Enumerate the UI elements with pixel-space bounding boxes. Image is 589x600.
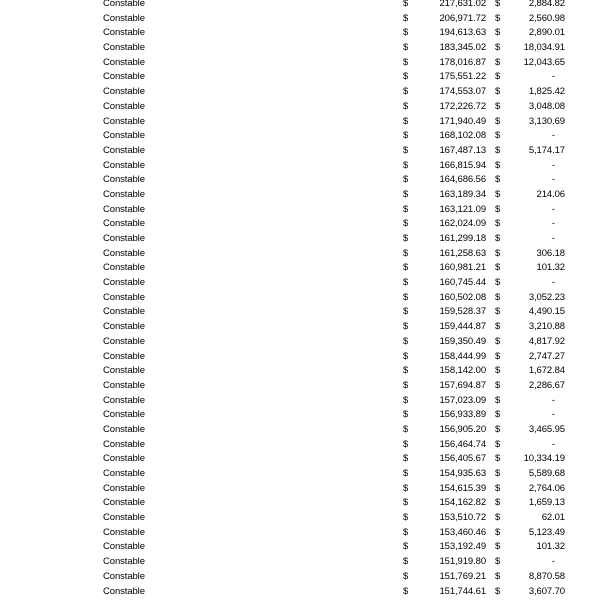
salary-amount-cell: 154,162.82 — [439, 497, 486, 509]
job-title-cell: Constable — [103, 556, 145, 568]
salary-amount-cell: 151,919.80 — [439, 556, 486, 568]
other-currency-symbol: $ — [495, 541, 501, 553]
salary-amount-cell: 163,121.09 — [439, 203, 486, 215]
salary-currency-symbol: $ — [403, 468, 409, 479]
salary-amount-cell: 156,905.20 — [439, 423, 486, 435]
other-amount-cell: - — [551, 438, 555, 450]
table-row — [0, 0, 589, 12]
other-currency-symbol: $ — [495, 56, 501, 68]
salary-amount-cell: 156,464.74 — [439, 438, 486, 450]
salary-currency-symbol: $ — [403, 512, 409, 524]
table-row — [0, 173, 589, 188]
job-title-cell: Constable — [103, 27, 145, 39]
salary-currency-symbol: $ — [403, 188, 409, 200]
table-row — [0, 482, 589, 497]
other-currency-symbol: $ — [495, 585, 501, 597]
job-title-cell: Constable — [103, 497, 145, 509]
salary-amount-cell: 157,023.09 — [439, 394, 486, 406]
salary-amount-cell: 161,299.18 — [439, 233, 486, 244]
salary-currency-symbol: $ — [403, 365, 409, 377]
table-row — [0, 115, 589, 130]
table-row — [0, 335, 589, 350]
job-title-cell: Constable — [103, 203, 145, 215]
other-amount-cell: - — [551, 130, 555, 142]
salary-amount-cell: 206,971.72 — [439, 12, 486, 24]
job-title-cell: Constable — [103, 335, 145, 347]
table-row — [0, 144, 589, 159]
other-amount-cell: 5,174.17 — [528, 144, 565, 156]
job-title-cell: Constable — [103, 350, 145, 362]
other-amount-cell: 2,286.67 — [528, 379, 565, 391]
salary-currency-symbol: $ — [403, 482, 409, 494]
table-row — [0, 364, 589, 379]
salary-currency-symbol: $ — [403, 115, 409, 127]
salary-amount-cell: 160,981.21 — [439, 262, 486, 274]
other-amount-cell: 214.06 — [536, 188, 565, 200]
salary-amount-cell: 154,935.63 — [439, 468, 486, 479]
salary-amount-cell: 166,815.94 — [439, 159, 486, 171]
salary-currency-symbol: $ — [403, 247, 409, 259]
job-title-cell: Constable — [103, 12, 145, 24]
other-amount-cell: 2,764.06 — [528, 482, 565, 494]
salary-amount-cell: 178,016.87 — [439, 56, 486, 68]
other-amount-cell: 3,607.70 — [528, 585, 565, 597]
table-row — [0, 12, 589, 27]
table-row — [0, 438, 589, 453]
job-title-cell: Constable — [103, 365, 145, 377]
other-currency-symbol: $ — [495, 277, 501, 289]
salary-amount-cell: 157,694.87 — [439, 379, 486, 391]
other-amount-cell: - — [551, 71, 555, 83]
job-title-cell: Constable — [103, 409, 145, 421]
salary-currency-symbol: $ — [403, 556, 409, 568]
salary-amount-cell: 161,258.63 — [439, 247, 486, 259]
salary-amount-cell: 158,444.99 — [439, 350, 486, 362]
table-row — [0, 217, 589, 232]
salary-amount-cell: 153,460.46 — [439, 526, 486, 538]
other-currency-symbol: $ — [495, 556, 501, 568]
salary-currency-symbol: $ — [403, 233, 409, 244]
salary-currency-symbol: $ — [403, 379, 409, 391]
other-currency-symbol: $ — [495, 262, 501, 274]
table-row — [0, 452, 589, 467]
job-title-cell: Constable — [103, 56, 145, 68]
other-currency-symbol: $ — [495, 247, 501, 259]
other-amount-cell: 12,043.65 — [523, 56, 565, 68]
job-title-cell: Constable — [103, 262, 145, 274]
other-currency-symbol: $ — [495, 570, 501, 582]
job-title-cell: Constable — [103, 394, 145, 406]
other-amount-cell: 1,672.84 — [528, 365, 565, 377]
job-title-cell: Constable — [103, 159, 145, 171]
other-currency-symbol: $ — [495, 394, 501, 406]
salary-currency-symbol: $ — [403, 570, 409, 582]
other-amount-cell: - — [551, 174, 555, 186]
other-currency-symbol: $ — [495, 468, 501, 479]
table-row — [0, 232, 589, 247]
job-title-cell: Constable — [103, 570, 145, 582]
other-amount-cell: - — [551, 218, 555, 230]
job-title-cell: Constable — [103, 277, 145, 289]
salary-currency-symbol: $ — [403, 100, 409, 112]
salary-currency-symbol: $ — [403, 262, 409, 274]
salary-amount-cell: 163,189.34 — [439, 188, 486, 200]
job-title-cell: Constable — [103, 512, 145, 524]
other-amount-cell: 10,334.19 — [523, 453, 565, 465]
job-title-cell: Constable — [103, 115, 145, 127]
other-currency-symbol: $ — [495, 365, 501, 377]
job-title-cell: Constable — [103, 0, 145, 9]
other-currency-symbol: $ — [495, 115, 501, 127]
other-currency-symbol: $ — [495, 379, 501, 391]
salary-amount-cell: 154,615.39 — [439, 482, 486, 494]
salary-amount-cell: 183,345.02 — [439, 42, 486, 54]
job-title-cell: Constable — [103, 541, 145, 553]
other-amount-cell: - — [551, 556, 555, 568]
other-currency-symbol: $ — [495, 86, 501, 98]
other-currency-symbol: $ — [495, 188, 501, 200]
salary-currency-symbol: $ — [403, 321, 409, 333]
other-currency-symbol: $ — [495, 130, 501, 142]
table-row — [0, 56, 589, 71]
salary-amount-cell: 167,487.13 — [439, 144, 486, 156]
other-currency-symbol: $ — [495, 409, 501, 421]
table-row — [0, 305, 589, 320]
salary-currency-symbol: $ — [403, 27, 409, 39]
job-title-cell: Constable — [103, 423, 145, 435]
table-row — [0, 526, 589, 541]
other-currency-symbol: $ — [495, 497, 501, 509]
other-currency-symbol: $ — [495, 12, 501, 24]
salary-currency-symbol: $ — [403, 144, 409, 156]
other-amount-cell: 3,130.69 — [528, 115, 565, 127]
table-row — [0, 350, 589, 365]
salary-amount-cell: 164,686.56 — [439, 174, 486, 186]
other-currency-symbol: $ — [495, 453, 501, 465]
other-amount-cell: - — [551, 394, 555, 406]
job-title-cell: Constable — [103, 100, 145, 112]
other-amount-cell: 101.32 — [536, 541, 565, 553]
table-row — [0, 261, 589, 276]
other-amount-cell: - — [551, 277, 555, 289]
job-title-cell: Constable — [103, 453, 145, 465]
job-title-cell: Constable — [103, 306, 145, 318]
job-title-cell: Constable — [103, 130, 145, 142]
salary-currency-symbol: $ — [403, 291, 409, 303]
salary-amount-cell: 217,631.02 — [439, 0, 486, 9]
other-amount-cell: 5,589.68 — [528, 468, 565, 479]
other-currency-symbol: $ — [495, 27, 501, 39]
table-row — [0, 585, 589, 600]
other-amount-cell: 2,884.82 — [528, 0, 565, 9]
table-row — [0, 41, 589, 56]
salary-currency-symbol: $ — [403, 159, 409, 171]
other-currency-symbol: $ — [495, 233, 501, 244]
job-title-cell: Constable — [103, 379, 145, 391]
salary-amount-cell: 162,024.09 — [439, 218, 486, 230]
other-amount-cell: 306.18 — [536, 247, 565, 259]
job-title-cell: Constable — [103, 86, 145, 98]
other-amount-cell: 5,123.49 — [528, 526, 565, 538]
salary-amount-cell: 174,553.07 — [439, 86, 486, 98]
salary-currency-symbol: $ — [403, 497, 409, 509]
salary-currency-symbol: $ — [403, 203, 409, 215]
salary-currency-symbol: $ — [403, 12, 409, 24]
salary-amount-cell: 158,142.00 — [439, 365, 486, 377]
other-amount-cell: 62.01 — [541, 512, 565, 524]
table-row — [0, 276, 589, 291]
salary-amount-cell: 160,745.44 — [439, 277, 486, 289]
job-title-cell: Constable — [103, 233, 145, 244]
job-title-cell: Constable — [103, 585, 145, 597]
salary-currency-symbol: $ — [403, 71, 409, 83]
other-amount-cell: - — [551, 233, 555, 244]
job-title-cell: Constable — [103, 468, 145, 479]
table-row — [0, 291, 589, 306]
job-title-cell: Constable — [103, 482, 145, 494]
other-currency-symbol: $ — [495, 335, 501, 347]
other-currency-symbol: $ — [495, 42, 501, 54]
salary-currency-symbol: $ — [403, 350, 409, 362]
salary-amount-cell: 151,744.61 — [439, 585, 486, 597]
other-amount-cell: 3,210.88 — [528, 321, 565, 333]
other-amount-cell: 1,659.13 — [528, 497, 565, 509]
other-currency-symbol: $ — [495, 321, 501, 333]
job-title-cell: Constable — [103, 526, 145, 538]
other-currency-symbol: $ — [495, 203, 501, 215]
other-amount-cell: 8,870.58 — [528, 570, 565, 582]
other-currency-symbol: $ — [495, 526, 501, 538]
salary-amount-cell: 159,528.37 — [439, 306, 486, 318]
salary-amount-cell: 175,551.22 — [439, 71, 486, 83]
table-row — [0, 203, 589, 218]
salary-currency-symbol: $ — [403, 130, 409, 142]
salary-currency-symbol: $ — [403, 174, 409, 186]
other-amount-cell: - — [551, 159, 555, 171]
job-title-cell: Constable — [103, 144, 145, 156]
other-currency-symbol: $ — [495, 0, 501, 9]
other-currency-symbol: $ — [495, 291, 501, 303]
table-row — [0, 129, 589, 144]
salary-amount-cell: 171,940.49 — [439, 115, 486, 127]
salary-currency-symbol: $ — [403, 541, 409, 553]
salary-currency-symbol: $ — [403, 438, 409, 450]
salary-amount-cell: 153,192.49 — [439, 541, 486, 553]
other-currency-symbol: $ — [495, 144, 501, 156]
salary-currency-symbol: $ — [403, 394, 409, 406]
table-row — [0, 555, 589, 570]
salary-amount-cell: 151,769.21 — [439, 570, 486, 582]
salary-currency-symbol: $ — [403, 277, 409, 289]
other-amount-cell: 2,747.27 — [528, 350, 565, 362]
other-amount-cell: - — [551, 409, 555, 421]
table-row — [0, 467, 589, 482]
table-row — [0, 408, 589, 423]
other-amount-cell: 2,890.01 — [528, 27, 565, 39]
other-currency-symbol: $ — [495, 306, 501, 318]
salary-amount-cell: 156,405.67 — [439, 453, 486, 465]
salary-currency-symbol: $ — [403, 56, 409, 68]
table-row — [0, 85, 589, 100]
table-row — [0, 70, 589, 85]
other-currency-symbol: $ — [495, 100, 501, 112]
other-currency-symbol: $ — [495, 482, 501, 494]
table-row — [0, 100, 589, 115]
table-row — [0, 496, 589, 511]
salary-currency-symbol: $ — [403, 526, 409, 538]
other-amount-cell: 2,560.98 — [528, 12, 565, 24]
table-row — [0, 540, 589, 555]
salary-currency-symbol: $ — [403, 306, 409, 318]
other-currency-symbol: $ — [495, 174, 501, 186]
job-title-cell: Constable — [103, 247, 145, 259]
table-row — [0, 188, 589, 203]
salary-amount-cell: 159,350.49 — [439, 335, 486, 347]
table-row — [0, 247, 589, 262]
other-currency-symbol: $ — [495, 159, 501, 171]
job-title-cell: Constable — [103, 188, 145, 200]
job-title-cell: Constable — [103, 71, 145, 83]
salary-currency-symbol: $ — [403, 335, 409, 347]
table-row — [0, 379, 589, 394]
table-row — [0, 511, 589, 526]
salary-amount-cell: 156,933.89 — [439, 409, 486, 421]
other-amount-cell: - — [551, 203, 555, 215]
table-row — [0, 570, 589, 585]
salary-amount-cell: 153,510.72 — [439, 512, 486, 524]
job-title-cell: Constable — [103, 42, 145, 54]
other-amount-cell: 4,817.92 — [528, 335, 565, 347]
other-amount-cell: 1,825.42 — [528, 86, 565, 98]
other-amount-cell: 18,034.91 — [523, 42, 565, 54]
job-title-cell: Constable — [103, 218, 145, 230]
other-currency-symbol: $ — [495, 350, 501, 362]
salary-amount-cell: 159,444.87 — [439, 321, 486, 333]
job-title-cell: Constable — [103, 321, 145, 333]
table-row — [0, 159, 589, 174]
table-row — [0, 320, 589, 335]
job-title-cell: Constable — [103, 174, 145, 186]
other-amount-cell: 3,052.23 — [528, 291, 565, 303]
other-amount-cell: 4,490.15 — [528, 306, 565, 318]
salary-amount-cell: 160,502.08 — [439, 291, 486, 303]
other-amount-cell: 101.32 — [536, 262, 565, 274]
other-currency-symbol: $ — [495, 512, 501, 524]
salary-currency-symbol: $ — [403, 0, 409, 9]
salary-amount-cell: 172,226.72 — [439, 100, 486, 112]
table-row — [0, 394, 589, 409]
job-title-cell: Constable — [103, 438, 145, 450]
other-amount-cell: 3,465.95 — [528, 423, 565, 435]
other-currency-symbol: $ — [495, 423, 501, 435]
other-currency-symbol: $ — [495, 218, 501, 230]
salary-currency-symbol: $ — [403, 409, 409, 421]
other-currency-symbol: $ — [495, 71, 501, 83]
table-row — [0, 26, 589, 41]
salary-currency-symbol: $ — [403, 453, 409, 465]
job-title-cell: Constable — [103, 291, 145, 303]
table-row — [0, 423, 589, 438]
other-amount-cell: 3,048.08 — [528, 100, 565, 112]
salary-currency-symbol: $ — [403, 218, 409, 230]
salary-currency-symbol: $ — [403, 42, 409, 54]
other-currency-symbol: $ — [495, 438, 501, 450]
salary-amount-cell: 168,102.08 — [439, 130, 486, 142]
salary-amount-cell: 194,613.63 — [439, 27, 486, 39]
salary-currency-symbol: $ — [403, 86, 409, 98]
salary-currency-symbol: $ — [403, 423, 409, 435]
salary-currency-symbol: $ — [403, 585, 409, 597]
